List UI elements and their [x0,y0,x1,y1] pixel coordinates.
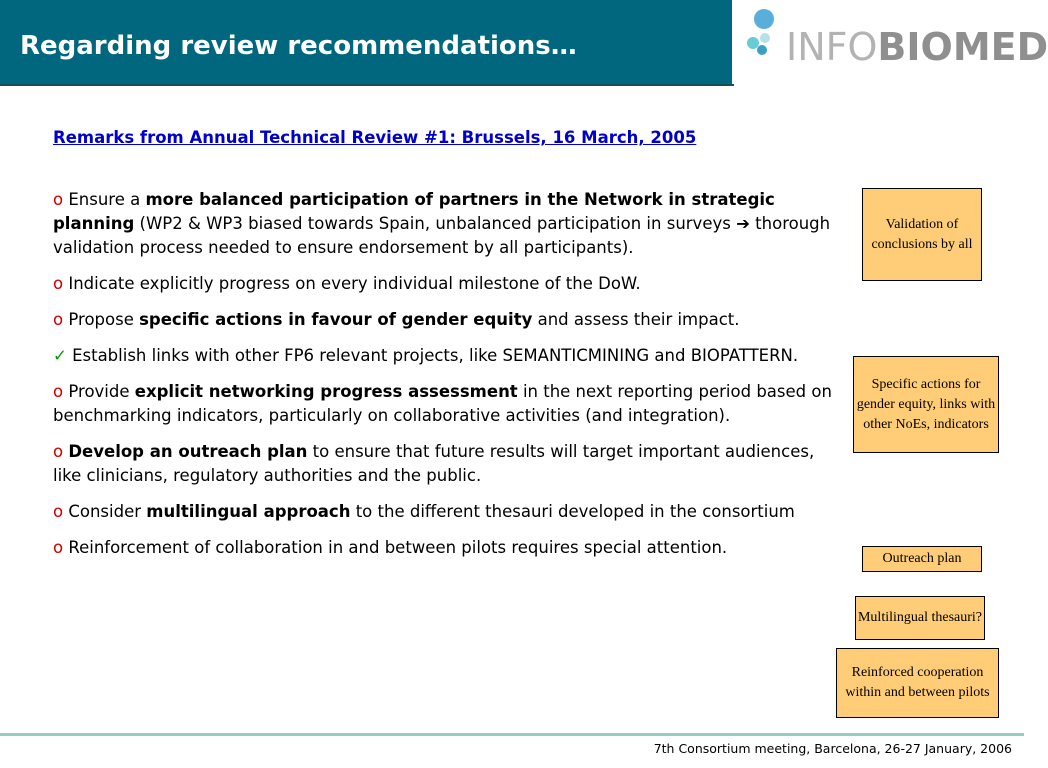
bullet-marker: o [53,502,64,521]
bullet-marker: o [53,310,64,329]
item-text: to ensure that future results will target important audiences, like clinicians, regulatory authorities and the public. [53,442,815,485]
item-text: Consider [68,502,147,521]
note-text: Specific actions for gender equity, links with other NoEs, indicators [856,376,996,432]
slide-title: Regarding review recommendations… [20,31,577,61]
note-reinforced-cooperation [836,648,999,718]
item-text: Propose [68,310,140,329]
title-underline [0,84,734,86]
item-text: thorough validation process needed to ensure endorsement by all participants). [53,214,831,257]
logo-text-dark: BIOMED [877,25,1048,69]
checkmark-icon: ✓ [53,346,67,365]
item-text: Establish links with other FP6 relevant projects, like SEMANTICMINING and BIOPATTERN. [72,346,799,365]
infobiomed-logo [744,8,1048,78]
note-text: Multilingual thesauri? [857,610,983,625]
list-item [53,188,835,260]
recommendation-list [53,188,835,572]
title-bar [0,0,732,84]
bullet-marker: o [53,190,64,209]
note-text: Validation of conclusions by all [871,216,973,252]
note-text: Reinforced cooperation within and between pilots [845,665,990,700]
item-emphasis: multilingual approach [146,502,351,521]
item-emphasis: specific actions in favour of gender equity [139,310,533,329]
item-text: and assess their impact. [532,310,740,329]
bullet-marker: o [53,538,64,557]
item-text: in the next reporting period based on benchmarking indicators, particularly on collaborative activities (and integration). [53,382,832,425]
note-specific-actions [853,356,999,453]
list-item [53,536,835,560]
list-item [53,272,835,296]
item-text: (WP2 & WP3 biased towards Spain, unbalanced participation in surveys [134,214,737,233]
list-item [53,500,835,524]
bullet-marker: o [53,274,64,293]
item-text: to the different thesauri developed in the consortium [350,502,795,521]
logo-wordmark [786,27,1048,67]
logo-dots-icon [744,8,784,64]
item-text: Indicate explicitly progress on every individual milestone of the DoW. [68,274,641,293]
logo-text-light: INFO [786,25,878,69]
list-item [53,344,835,368]
note-multilingual [855,596,985,640]
footer-divider [0,733,1024,736]
bullet-marker: o [53,442,64,461]
bullet-marker: o [53,382,64,401]
list-item [53,308,835,332]
note-outreach-plan [862,546,982,572]
note-text: Outreach plan [882,551,962,566]
note-validation [862,188,982,281]
item-emphasis: explicit networking progress assessment [134,382,518,401]
footer-text: 7th Consortium meeting, Barcelona, 26-27 January, 2006 [653,741,1012,756]
list-item [53,440,835,488]
item-text: Provide [68,382,135,401]
item-emphasis: more balanced participation of partners in the Network in strategic planning [53,190,775,233]
list-item [53,380,835,428]
item-emphasis: Develop an outreach plan [68,442,308,461]
item-text: Reinforcement of collaboration in and between pilots requires special attention. [68,538,728,557]
review-remarks-heading[interactable]: Remarks from Annual Technical Review #1: Brussels, 16 March, 2005 [53,128,697,147]
item-text: Ensure a [68,190,146,209]
arrow-right-icon: ➔ [736,214,750,233]
